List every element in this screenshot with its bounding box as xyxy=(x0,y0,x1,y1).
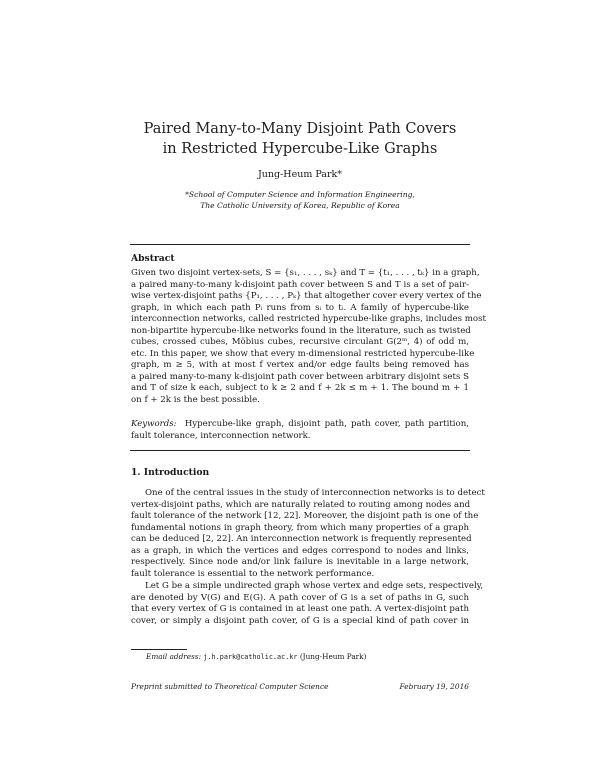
footnote-email: j.h.park@catholic.ac.kr xyxy=(203,653,298,661)
footnote xyxy=(146,652,366,661)
paper-title xyxy=(0,119,600,159)
intro-line: One of the central issues in the study of interconnection networks is to detect xyxy=(145,488,485,498)
affiliation-line-2: The Catholic University of Korea, Republic of Korea xyxy=(200,201,400,210)
abstract-line: on f + 2k is the best possible. xyxy=(131,394,260,405)
footnote-label: Email address: xyxy=(146,652,202,661)
abstract-line: interconnection networks, called restricted hypercube-like graphs, includes most xyxy=(131,314,486,324)
keywords xyxy=(131,419,469,442)
intro-line: are denoted by V(G) and E(G). A path cover of G is a set of paths in G, such xyxy=(131,592,469,603)
keywords-line-1 xyxy=(131,419,469,431)
abstract-line: wise vertex-disjoint paths {P₁, . . . , Pₖ} that altogether cover every vertex of the xyxy=(131,291,482,301)
abstract-line: a paired many-to-many k-disjoint path cover between arbitrary disjoint sets S xyxy=(131,371,469,382)
keywords-text-1: Hypercube-like graph, disjoint path, path cover, path partition, xyxy=(184,419,469,429)
title-line-2: in Restricted Hypercube-Like Graphs xyxy=(162,141,438,157)
intro-line: Let G be a simple undirected graph whose vertex and edge sets, respectively, xyxy=(145,581,484,591)
footnote-name: (Jung-Heum Park) xyxy=(299,652,367,661)
intro-line: vertex-disjoint paths, which are naturally related to routing among nodes and xyxy=(131,499,471,510)
abstract-body xyxy=(131,268,486,406)
intro-line: respectively. Since node and/or link failure is inevitable in a large network, xyxy=(131,557,469,567)
intro-line: fundamental notions in graph theory, from which many properties of a graph xyxy=(131,522,469,533)
intro-paragraph-1 xyxy=(131,488,485,580)
author: Jung-Heum Park* xyxy=(257,169,343,180)
intro-line: can be deduced [2, 22]. An interconnection network is frequently represented xyxy=(131,534,472,544)
intro-line: that every vertex of G is contained in at least one path. A vertex-disjoint path xyxy=(131,604,469,614)
keywords-line-2: fault tolerance, interconnection network. xyxy=(131,430,311,441)
affiliation-line-1: *School of Computer Science and Information Engineering, xyxy=(185,190,415,199)
abstract-line: graph, in which each path Pᵢ runs from sᵢ to tᵢ. A family of hypercube-like xyxy=(131,302,469,313)
abstract-line: Given two disjoint vertex-sets, S = {s₁, . . . , sₖ} and T = {t₁, . . . , tₖ} in a graph, xyxy=(131,268,480,278)
keywords-label: Keywords: xyxy=(131,419,177,429)
abstract-line: non-bipartite hypercube-like networks found in the literature, such as twisted xyxy=(131,325,471,336)
affiliation xyxy=(0,189,600,211)
intro-heading: 1. Introduction xyxy=(131,467,210,478)
intro-line: fault tolerance is essential to the network performance. xyxy=(131,568,375,579)
abstract-heading: Abstract xyxy=(131,253,175,264)
abstract-line: cubes, crossed cubes, Möbius cubes, recursive circulant G(2ᵐ, 4) of odd m, xyxy=(131,337,469,347)
abstract-line: etc. In this paper, we show that every m-dimensional restricted hypercube-like xyxy=(131,348,475,359)
abstract-line: and T of size k each, subject to k ≥ 2 and f + 2k ≤ m + 1. The bound m + 1 xyxy=(131,383,469,393)
intro-line: as a graph, in which the vertices and edges correspond to nodes and links, xyxy=(131,545,469,556)
abstract-top-rule xyxy=(130,244,470,245)
title-line-1: Paired Many-to-Many Disjoint Path Covers xyxy=(143,121,457,137)
preprint-date: February 19, 2016 xyxy=(399,682,469,691)
intro-line: fault tolerance of the network [12, 22]. Moreover, the disjoint path is one of the xyxy=(131,511,479,521)
abstract-bottom-rule xyxy=(130,450,470,451)
preprint-note: Preprint submitted to Theoretical Computer Science xyxy=(131,682,329,691)
abstract-line: a paired many-to-many k-disjoint path cover between S and T is a set of pair- xyxy=(131,279,469,290)
footnote-rule xyxy=(131,649,187,650)
intro-paragraph-2 xyxy=(131,581,484,627)
abstract-line: graph, m ≥ 5, with at most f vertex and/or edge faults being removed has xyxy=(131,360,469,370)
intro-line: cover, or simply a disjoint path cover, of G is a special kind of path cover in xyxy=(131,615,469,626)
